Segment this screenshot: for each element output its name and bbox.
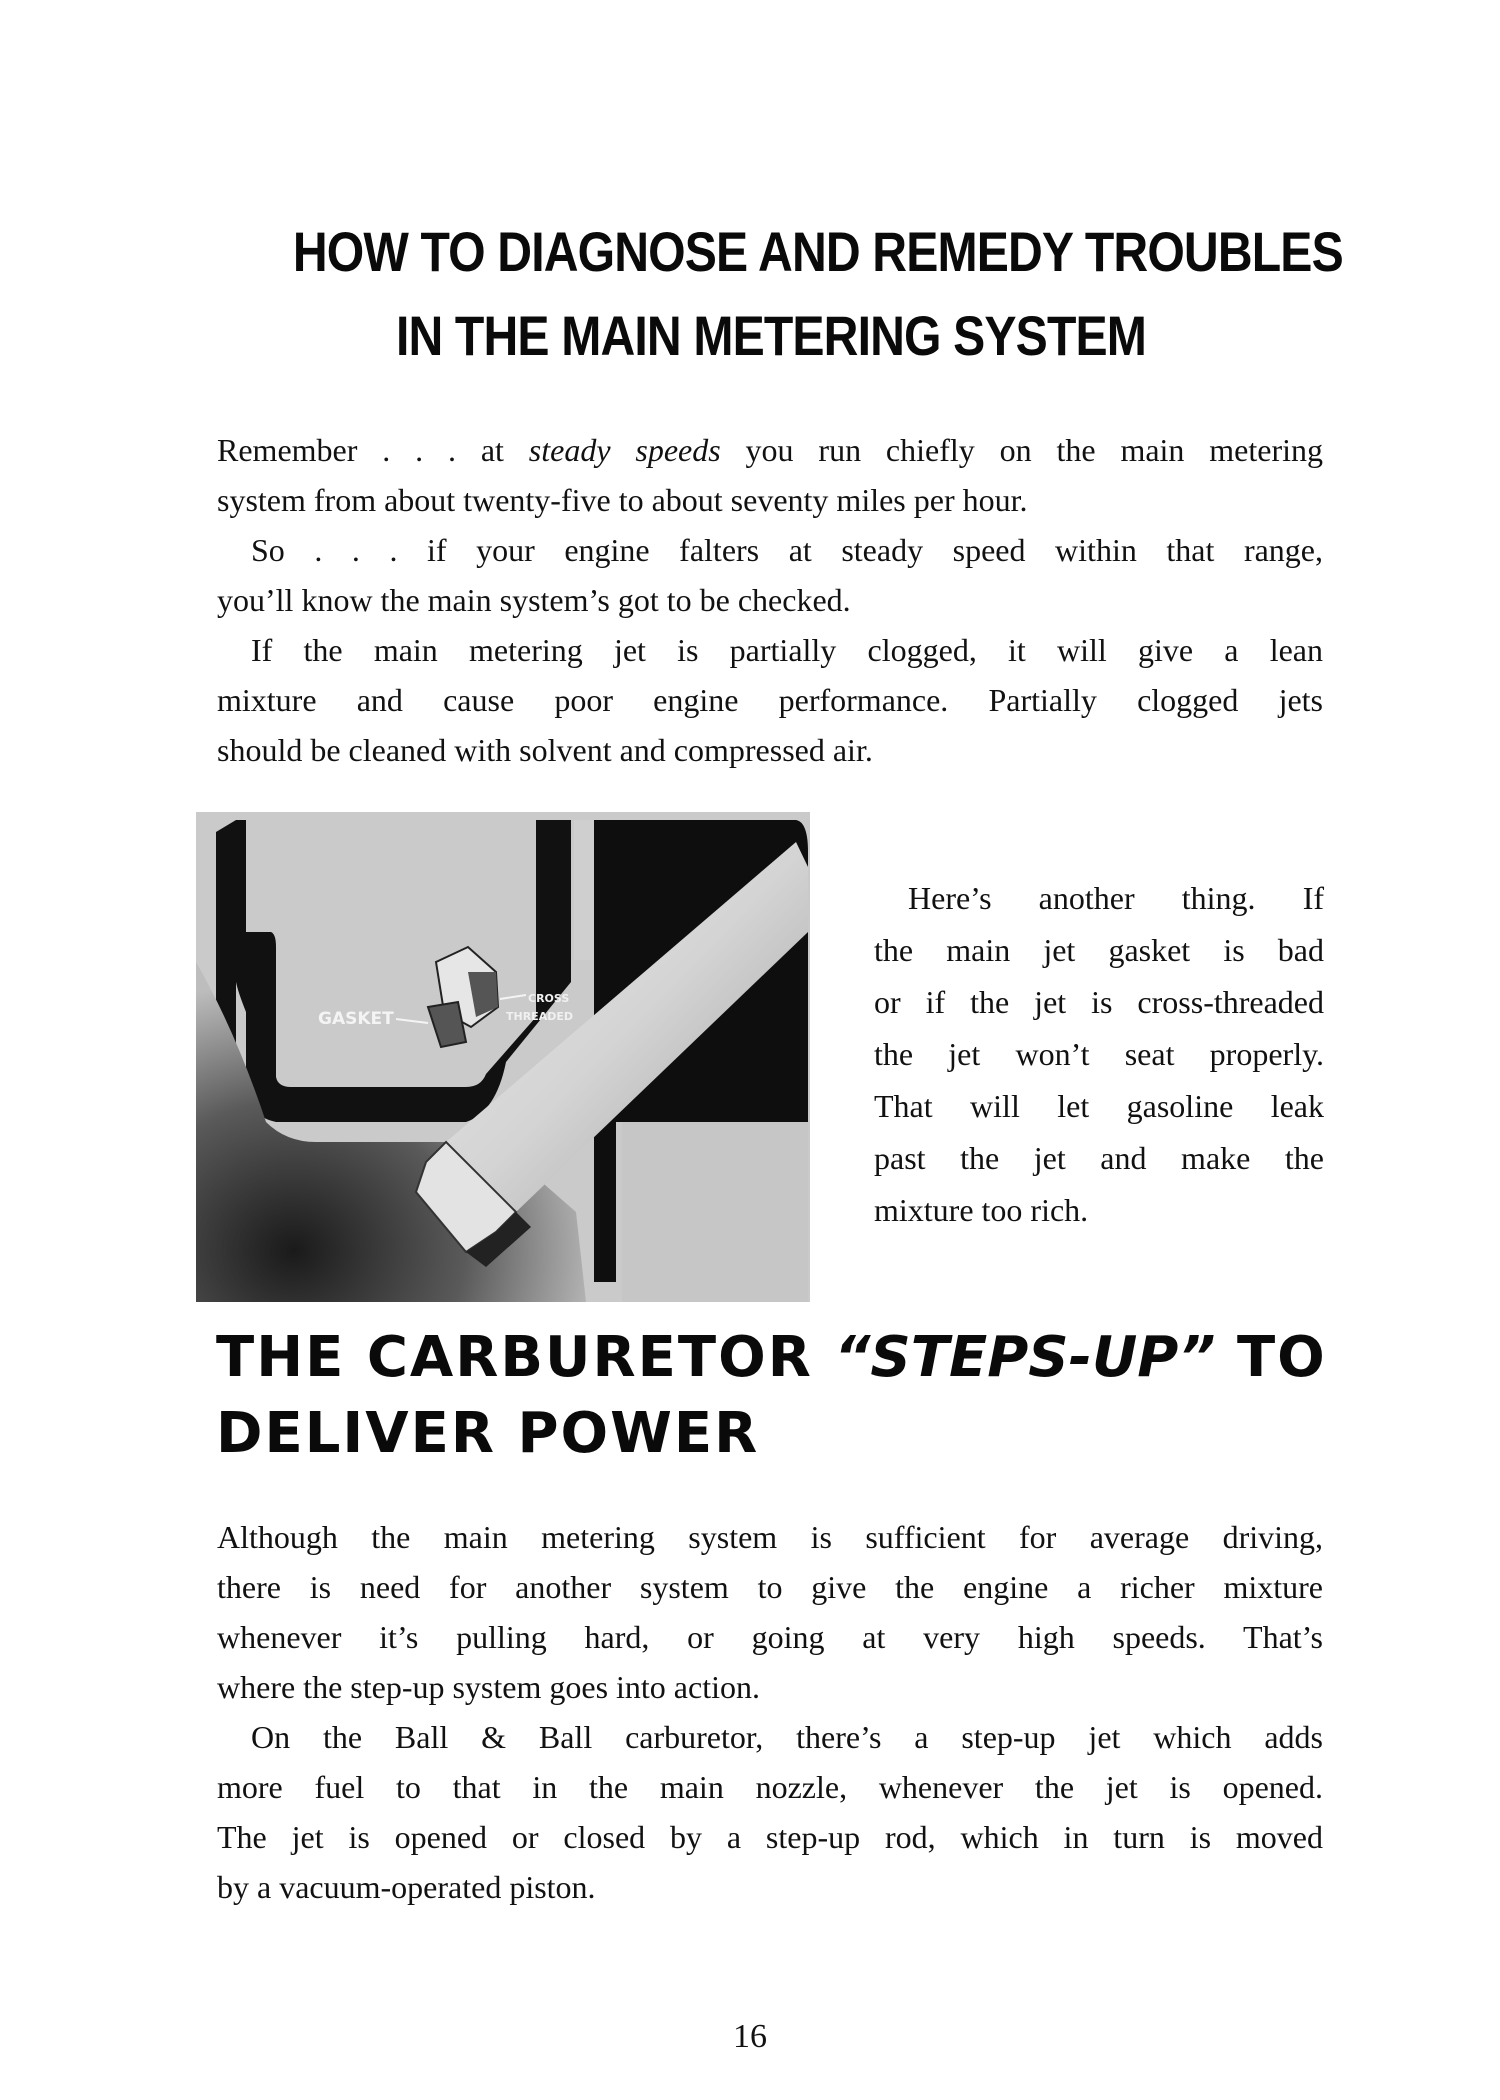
text-line: where the step-up system goes into action.	[217, 1669, 760, 1705]
emphasis-steady-speeds: steady speeds	[528, 432, 721, 468]
text-line: the jet won’t seat properly.	[874, 1036, 1324, 1072]
paragraph-ball-and-ball	[217, 1712, 1323, 1912]
text-line: mixture too rich.	[874, 1192, 1089, 1228]
text-line: more fuel to that in the main nozzle, whenever the jet is opened.	[217, 1769, 1323, 1805]
section-title-main-metering	[292, 210, 1343, 378]
text-line: Although the main metering system is sufficient for average driving,	[217, 1519, 1323, 1555]
text-line: past the jet and make the	[874, 1140, 1324, 1176]
illustration-graphic	[196, 812, 810, 1302]
text-line: So . . . if your engine falters at steady speed within that range,	[251, 532, 1323, 568]
text-line: The jet is opened or closed by a step-up rod, which in turn is moved	[217, 1819, 1323, 1855]
lower-right-panel	[622, 1122, 808, 1302]
text-line: If the main metering jet is partially clogged, it will give a lean	[251, 632, 1323, 668]
paragraph-clogged-jet	[217, 625, 1323, 775]
emphasis-steps-up: “STEPS-UP”	[834, 1325, 1216, 1390]
paragraph-so	[217, 525, 1323, 625]
text-line: by a vacuum-operated piston.	[217, 1869, 596, 1905]
step-up-text	[217, 1512, 1323, 1912]
text-line: should be cleaned with solvent and compressed air.	[217, 732, 873, 768]
text-line: system from about twenty-five to about seventy miles per hour.	[217, 482, 1028, 518]
title-line: DELIVER POWER	[216, 1401, 760, 1466]
title-line: THE CARBURETOR “STEPS-UP” TO	[216, 1325, 1327, 1390]
label-gasket: GASKET	[318, 1009, 394, 1029]
carburetor-jet-illustration	[196, 812, 810, 1302]
label-cross: CROSS	[528, 992, 570, 1005]
paragraph-remember	[217, 425, 1323, 525]
side-text-gasket	[874, 872, 1324, 1236]
text-line: Remember . . . at steady speeds you run chiefly on the main metering	[217, 432, 1324, 468]
text-line: you’ll know the main system’s got to be checked.	[217, 582, 851, 618]
label-threaded: THREADED	[506, 1010, 573, 1023]
text-line: the main jet gasket is bad	[874, 932, 1324, 968]
section-title-steps-up	[216, 1320, 1327, 1472]
text-line: there is need for another system to give the engine a richer mixture	[217, 1569, 1323, 1605]
title-line: IN THE MAIN METERING SYSTEM	[395, 304, 1147, 367]
page-number: 16	[733, 2018, 767, 2055]
intro-text	[217, 425, 1323, 775]
title-line: HOW TO DIAGNOSE AND REMEDY TROUBLES	[292, 220, 1343, 283]
paragraph-although	[217, 1512, 1323, 1712]
text-line: mixture and cause poor engine performance. Partially clogged jets	[217, 682, 1323, 718]
text-line: whenever it’s pulling hard, or going at very high speeds. That’s	[217, 1619, 1323, 1655]
text-line: Here’s another thing. If	[908, 880, 1324, 916]
text-line: That will let gasoline leak	[874, 1088, 1324, 1124]
text-line: On the Ball & Ball carburetor, there’s a step-up jet which adds	[251, 1719, 1323, 1755]
text-line: or if the jet is cross-threaded	[874, 984, 1324, 1020]
passage-light	[574, 820, 594, 960]
